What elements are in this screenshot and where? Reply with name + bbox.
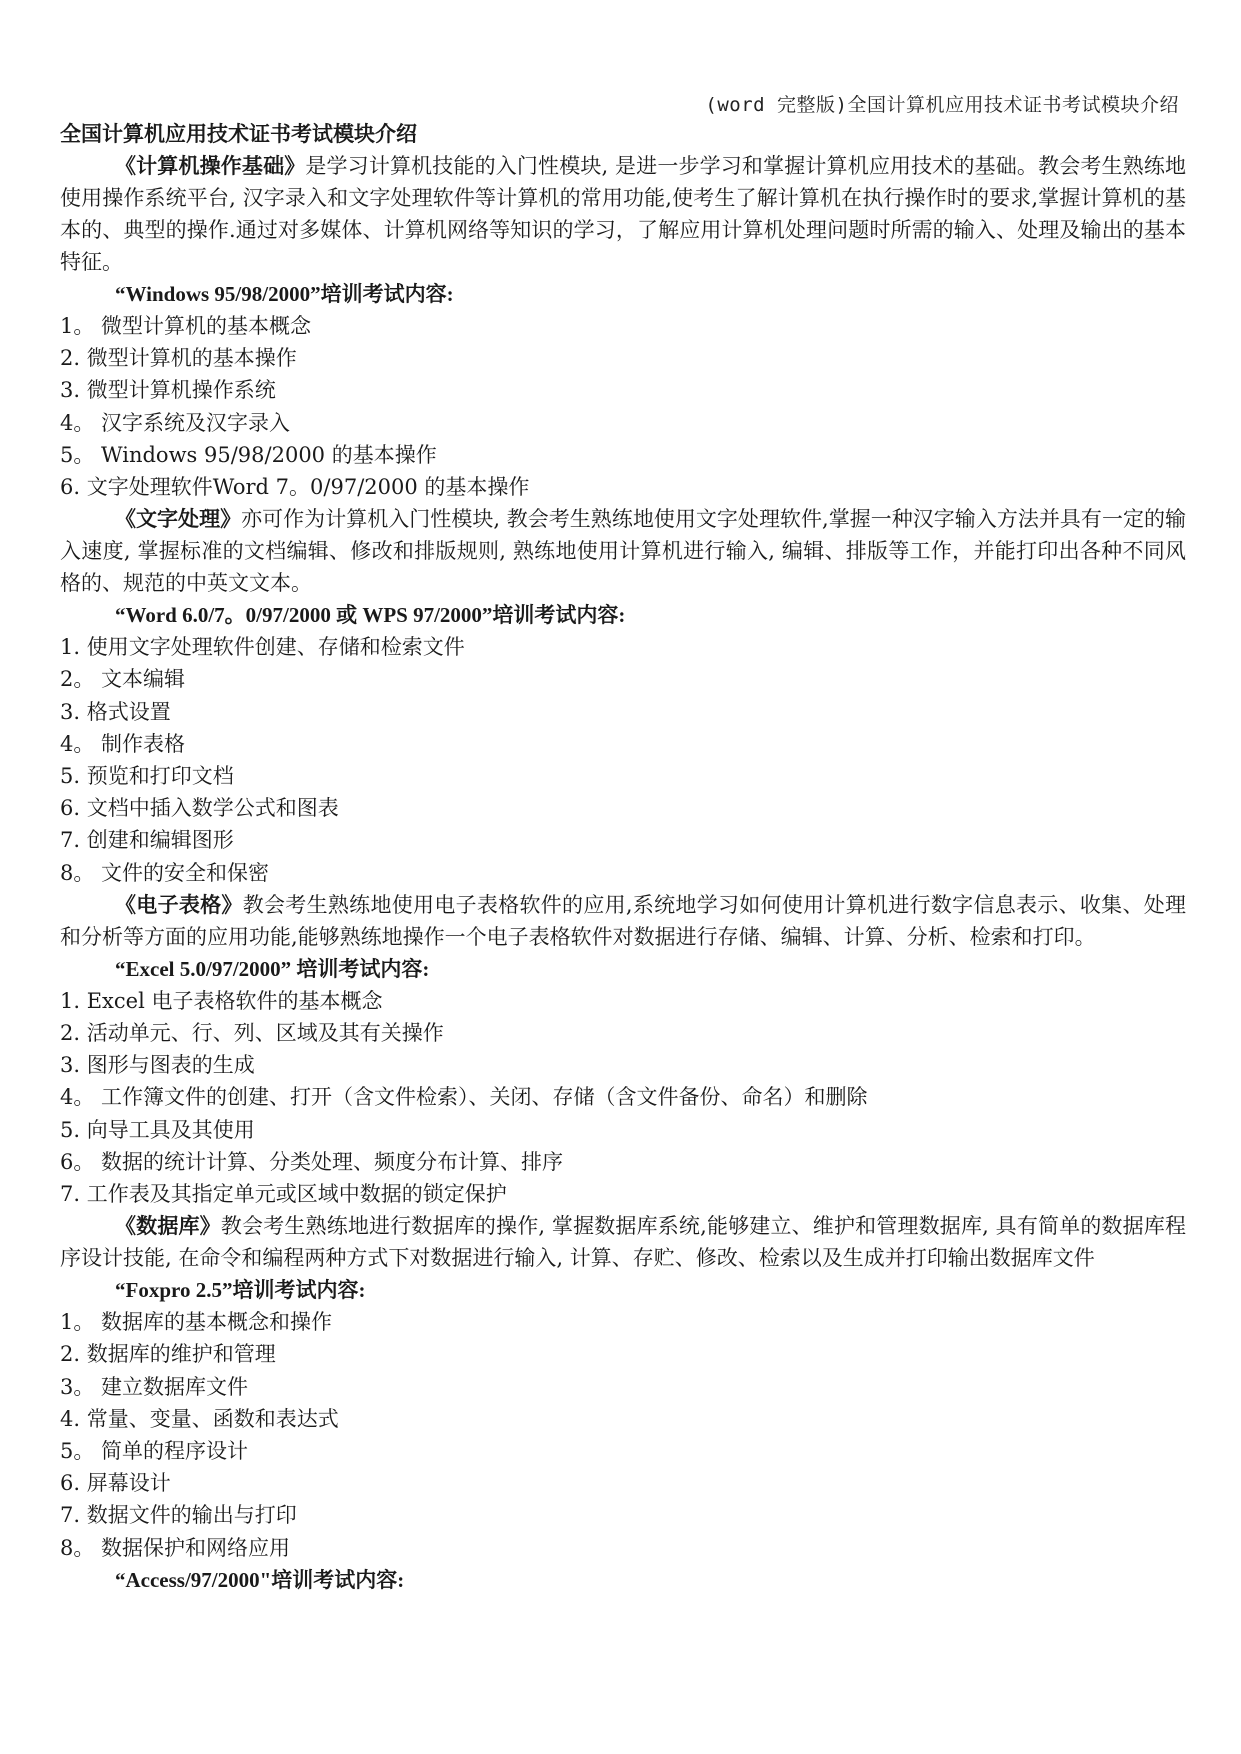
list-item: 2. 活动单元、行、列、区域及其有关操作: [60, 1021, 444, 1046]
training-heading: “Windows 95/98/2000”培训考试内容:: [115, 282, 454, 306]
list-item: 2. 数据库的维护和管理: [60, 1342, 276, 1367]
list-item: 5. 向导工具及其使用: [60, 1117, 255, 1142]
module-text: 教会考生熟练地使用电子表格软件的应用,系统地学习如何使用计算机进行数字信息表示、收集、处理和分析等方面的应用功能,能够熟练地操作一个电子表格软件对数据进行存储、编辑、计算、分析、检索和打印。: [60, 892, 1187, 949]
module-description: [60, 503, 1186, 599]
module-text: 教会考生熟练地进行数据库的操作, 掌握数据库系统,能够建立、维护和管理数据库, 具有简单的数据库程序设计技能, 在命令和编程两种方式下对数据进行输入, 计算、存贮、修改、检索以及生成并打印输出数据库文件: [60, 1214, 1187, 1271]
list-item: 6. 文档中插入数学公式和图表: [60, 796, 339, 821]
module-name: 《文字处理》: [115, 507, 242, 532]
list-item: 4。 汉字系统及汉字录入: [60, 410, 291, 435]
document-body: [60, 118, 1186, 1596]
list-item: 4。 工作簿文件的创建、打开（含文件检索）、关闭、存储（含文件备份、命名）和删除: [60, 1085, 868, 1110]
content-list: [60, 310, 1186, 503]
list-item: 6. 屏幕设计: [60, 1471, 171, 1496]
module-text: 是学习计算机技能的入门性模块, 是进一步学习和掌握计算机应用技术的基础。教会考生熟练地使用操作系统平台, 汉字录入和文字处理软件等计算机的常用功能,使考生了解计算机在执行操作时的要求,掌握计算机的基本的、典型的操作.通过对多媒体、计算机网络等知识的学习，了解应用计算机处理问题时所需的输入、处理及输出的基本特征。: [60, 154, 1186, 274]
module-name: 《电子表格》: [115, 892, 243, 917]
list-item: 5。 简单的程序设计: [60, 1439, 249, 1464]
page-header: (word 完整版)全国计算机应用技术证书考试模块介绍: [705, 94, 1179, 116]
list-item: 8。 文件的安全和保密: [60, 860, 270, 885]
training-heading: “Access/97/2000"培训考试内容:: [115, 1567, 405, 1592]
list-item: 7. 数据文件的输出与打印: [60, 1503, 297, 1528]
training-heading: “Word 6.0/7。0/97/2000 或 WPS 97/2000”培训考试内容:: [115, 603, 626, 628]
module-text: 亦可作为计算机入门性模块, 教会考生熟练地使用文字处理软件,掌握一种汉字输入方法并具有一定的输入速度, 掌握标准的文档编辑、修改和排版规则, 熟练地使用计算机进行输入, 编辑、排版等工作，并能打印出各种不同风格的、规范的中英文文本。: [60, 507, 1187, 596]
module-name: 《计算机操作基础》: [115, 154, 306, 178]
list-item: 5。 Windows 95/98/2000 的基本操作: [60, 442, 437, 467]
list-item: 2. 微型计算机的基本操作: [60, 346, 297, 371]
training-heading: “Foxpro 2.5”培训考试内容:: [115, 1278, 366, 1303]
list-item: 3。 建立数据库文件: [60, 1374, 249, 1399]
list-item: 3. 格式设置: [60, 699, 171, 724]
training-heading: “Excel 5.0/97/2000” 培训考试内容:: [115, 956, 430, 981]
list-item: 5. 预览和打印文档: [60, 764, 234, 789]
list-item: 1. Excel 电子表格软件的基本概念: [60, 988, 383, 1013]
list-item: 1. 使用文字处理软件创建、存储和检索文件: [60, 635, 465, 660]
content-list: [60, 1306, 1186, 1564]
module-description: [60, 1210, 1186, 1274]
module-description: [60, 150, 1186, 278]
list-item: 1。 数据库的基本概念和操作: [60, 1310, 333, 1335]
list-item: 7. 工作表及其指定单元或区域中数据的锁定保护: [60, 1182, 507, 1207]
module-name: 《数据库》: [115, 1214, 221, 1239]
list-item: 3. 图形与图表的生成: [60, 1053, 255, 1078]
list-item: 4。 制作表格: [60, 731, 186, 756]
list-item: 7. 创建和编辑图形: [60, 828, 234, 853]
list-item: 6。 数据的统计计算、分类处理、频度分布计算、排序: [60, 1149, 564, 1174]
list-item: 6. 文字处理软件Word 7。0/97/2000 的基本操作: [60, 475, 530, 500]
list-item: 4. 常量、变量、函数和表达式: [60, 1406, 339, 1431]
document-title: 全国计算机应用技术证书考试模块介绍: [60, 122, 417, 146]
list-item: 8。 数据保护和网络应用: [60, 1535, 291, 1560]
content-list: [60, 631, 1186, 889]
list-item: 2。 文本编辑: [60, 667, 186, 692]
content-list: [60, 985, 1186, 1210]
list-item: 1。 微型计算机的基本概念: [60, 314, 312, 338]
module-description: [60, 889, 1186, 953]
list-item: 3. 微型计算机操作系统: [60, 378, 276, 403]
